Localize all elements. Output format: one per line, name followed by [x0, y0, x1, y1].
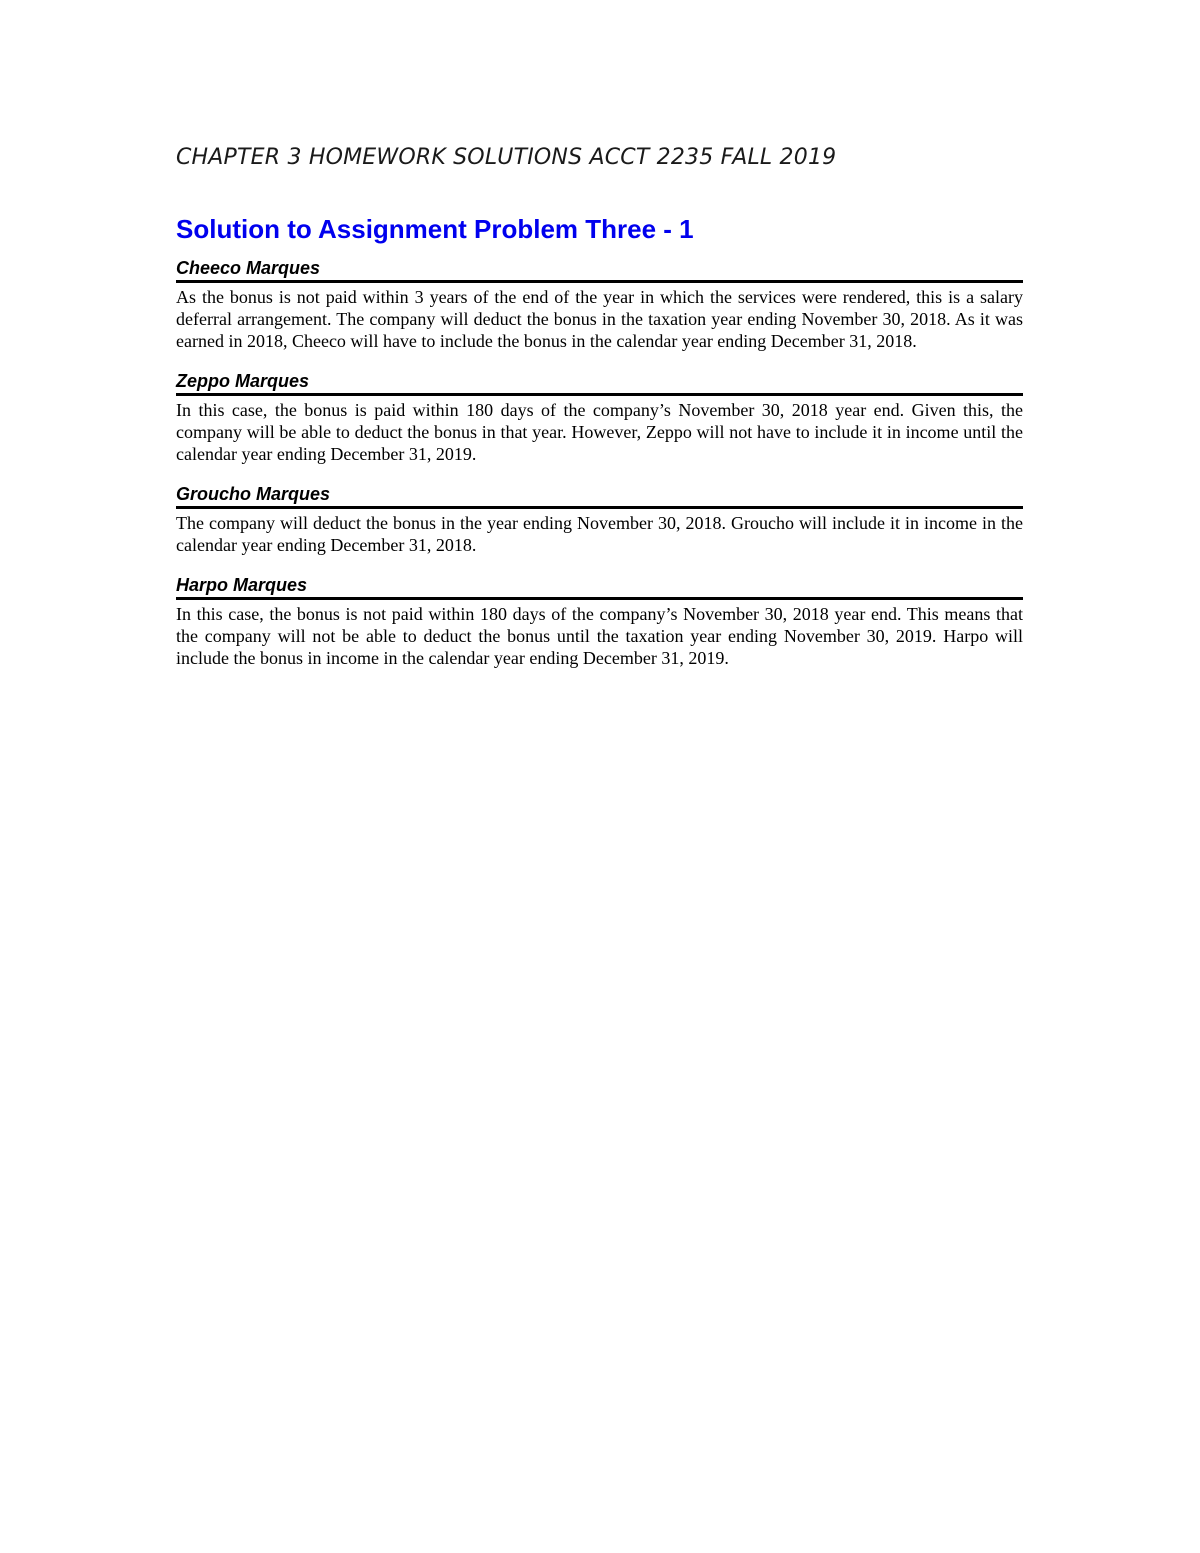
section-heading: Cheeco Marques	[176, 258, 1023, 283]
section-body: The company will deduct the bonus in the year ending November 30, 2018. Groucho will include it in income in the calendar year ending December 31, 2018.	[176, 513, 1023, 555]
section-zeppo	[176, 371, 1023, 465]
chapter-header: CHAPTER 3 HOMEWORK SOLUTIONS ACCT 2235 FALL 2019	[176, 145, 837, 170]
section-body: In this case, the bonus is not paid within 180 days of the company’s November 30, 2018 year end. This means that the company will not be able to deduct the bonus until the taxation year ending November 30, 2019. Harpo will include the bonus in income in the calendar year ending December 31, 2019.	[176, 604, 1023, 668]
section-body: In this case, the bonus is paid within 180 days of the company’s November 30, 2018 year end. Given this, the company will be able to deduct the bonus in that year. However, Zeppo will not have to include it in income until the calendar year ending December 31, 2019.	[176, 400, 1023, 464]
section-heading: Harpo Marques	[176, 575, 1023, 600]
section-cheeco	[176, 258, 1023, 352]
section-heading: Groucho Marques	[176, 484, 1023, 509]
problem-title: Solution to Assignment Problem Three - 1	[176, 214, 694, 244]
section-groucho	[176, 484, 1023, 556]
section-harpo	[176, 575, 1023, 669]
section-body: As the bonus is not paid within 3 years of the end of the year in which the services were rendered, this is a salary deferral arrangement. The company will deduct the bonus in the taxation year ending November 30, 2018. As it was earned in 2018, Cheeco will have to include the bonus in the calendar year ending December 31, 2018.	[176, 287, 1023, 351]
document-page	[176, 138, 1023, 688]
section-heading: Zeppo Marques	[176, 371, 1023, 396]
